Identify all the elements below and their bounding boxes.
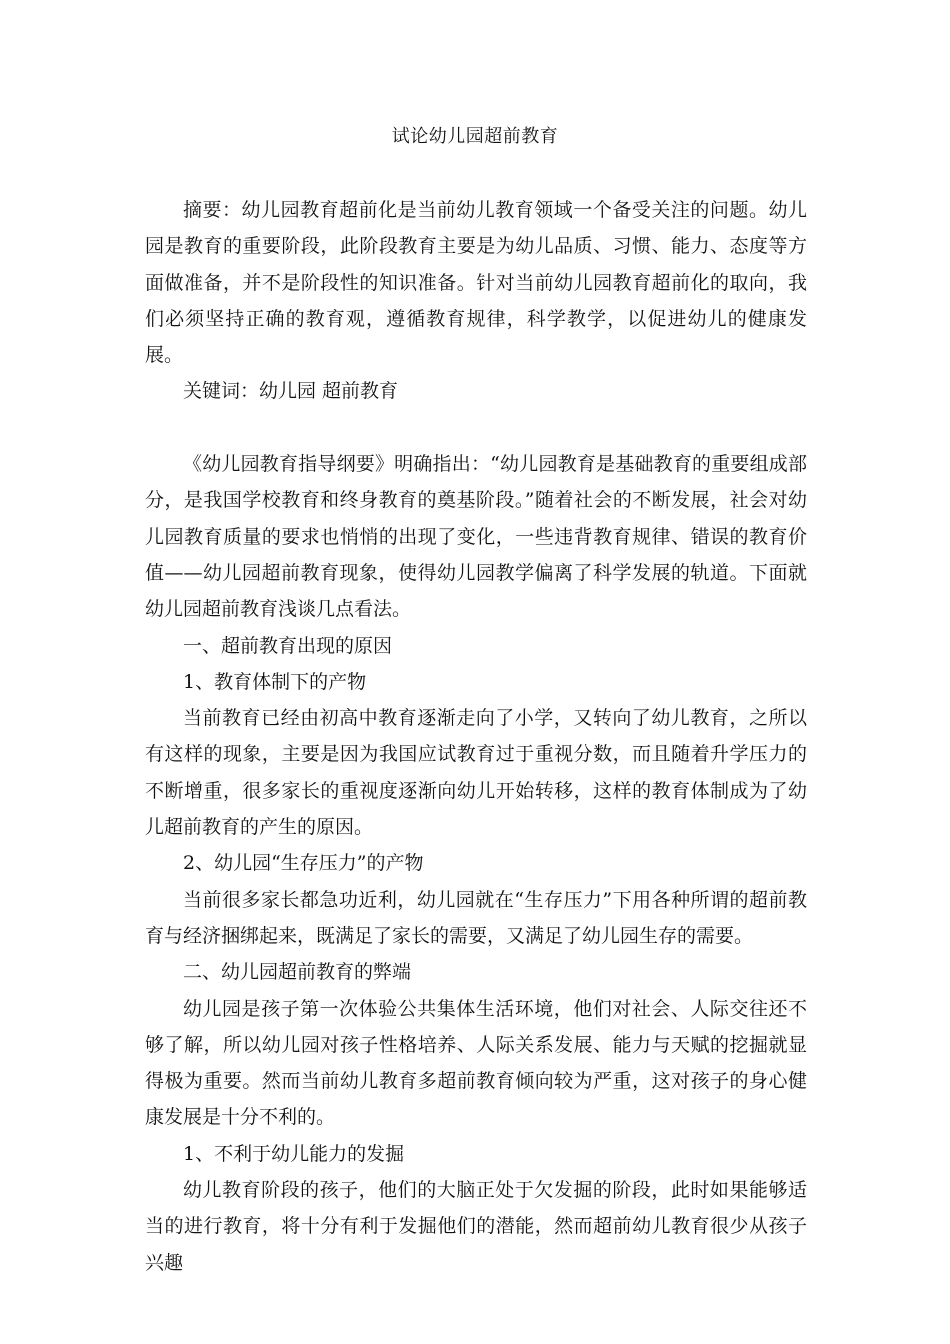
body-paragraph-ability: 幼儿教育阶段的孩子，他们的大脑正处于欠发掘的阶段，此时如果能够适当的进行教育，将十分有利于发掘他们的潜能，然而超前幼儿教育很少从孩子兴趣 [145,1179,807,1274]
body-paragraph-drawbacks: 幼儿园是孩子第一次体验公共集体生活环境，他们对社会、人际交往还不够了解，所以幼儿园对孩子性格培养、人际关系发展、能力与天赋的挖掘就显得极为重要。然而当前幼儿教育多超前教育倾向较为严重，这对孩子的身心健康发展是十分不利的。 [145,997,807,1129]
section-heading-causes: 一、超前教育出现的原因 [183,634,393,657]
body-paragraph-survival-pressure: 当前很多家长都急功近利，幼儿园就在“生存压力”下用各种所谓的超前教育与经济捆绑起来，既满足了家长的需要，又满足了幼儿园生存的需要。 [145,888,807,947]
section-heading-drawbacks: 二、幼儿园超前教育的弊端 [183,961,412,984]
abstract-paragraph: 摘要：幼儿园教育超前化是当前幼儿教育领域一个备受关注的问题。幼儿园是教育的重要阶段，此阶段教育主要是为幼儿品质、习惯、能力、态度等方面做准备，并不是阶段性的知识准备。针对当前幼儿园教育超前化的取向，我们必须坚持正确的教育观，遵循教育规律，科学教学，以促进幼儿的健康发展。 [145,199,807,367]
section-gap [145,410,807,446]
subheading-ability: 1、不利于幼儿能力的发掘 [183,1142,405,1165]
keywords-line: 关键词：幼儿园 超前教育 [183,380,399,403]
subheading-survival-pressure: 2、幼儿园“生存压力”的产物 [183,852,424,875]
document-body [145,192,807,1281]
body-paragraph-intro: 《幼儿园教育指导纲要》明确指出：“幼儿园教育是基础教育的重要组成部分，是我国学校教育和终身教育的奠基阶段。”随着社会的不断发展，社会对幼儿园教育质量的要求也悄悄的出现了变化，一些违背教育规律、错误的教育价值——幼儿园超前教育现象，使得幼儿园教学偏离了科学发展的轨道。下面就幼儿园超前教育浅谈几点看法。 [145,453,807,621]
subheading-education-system: 1、教育体制下的产物 [183,670,367,693]
document-title: 试论幼儿园超前教育 [391,126,559,147]
body-paragraph-education-system: 当前教育已经由初高中教育逐渐走向了小学，又转向了幼儿教育，之所以有这样的现象，主要是因为我国应试教育过于重视分数，而且随着升学压力的不断增重，很多家长的重视度逐渐向幼儿开始转移，这样的教育体制成为了幼儿超前教育的产生的原因。 [145,707,807,839]
